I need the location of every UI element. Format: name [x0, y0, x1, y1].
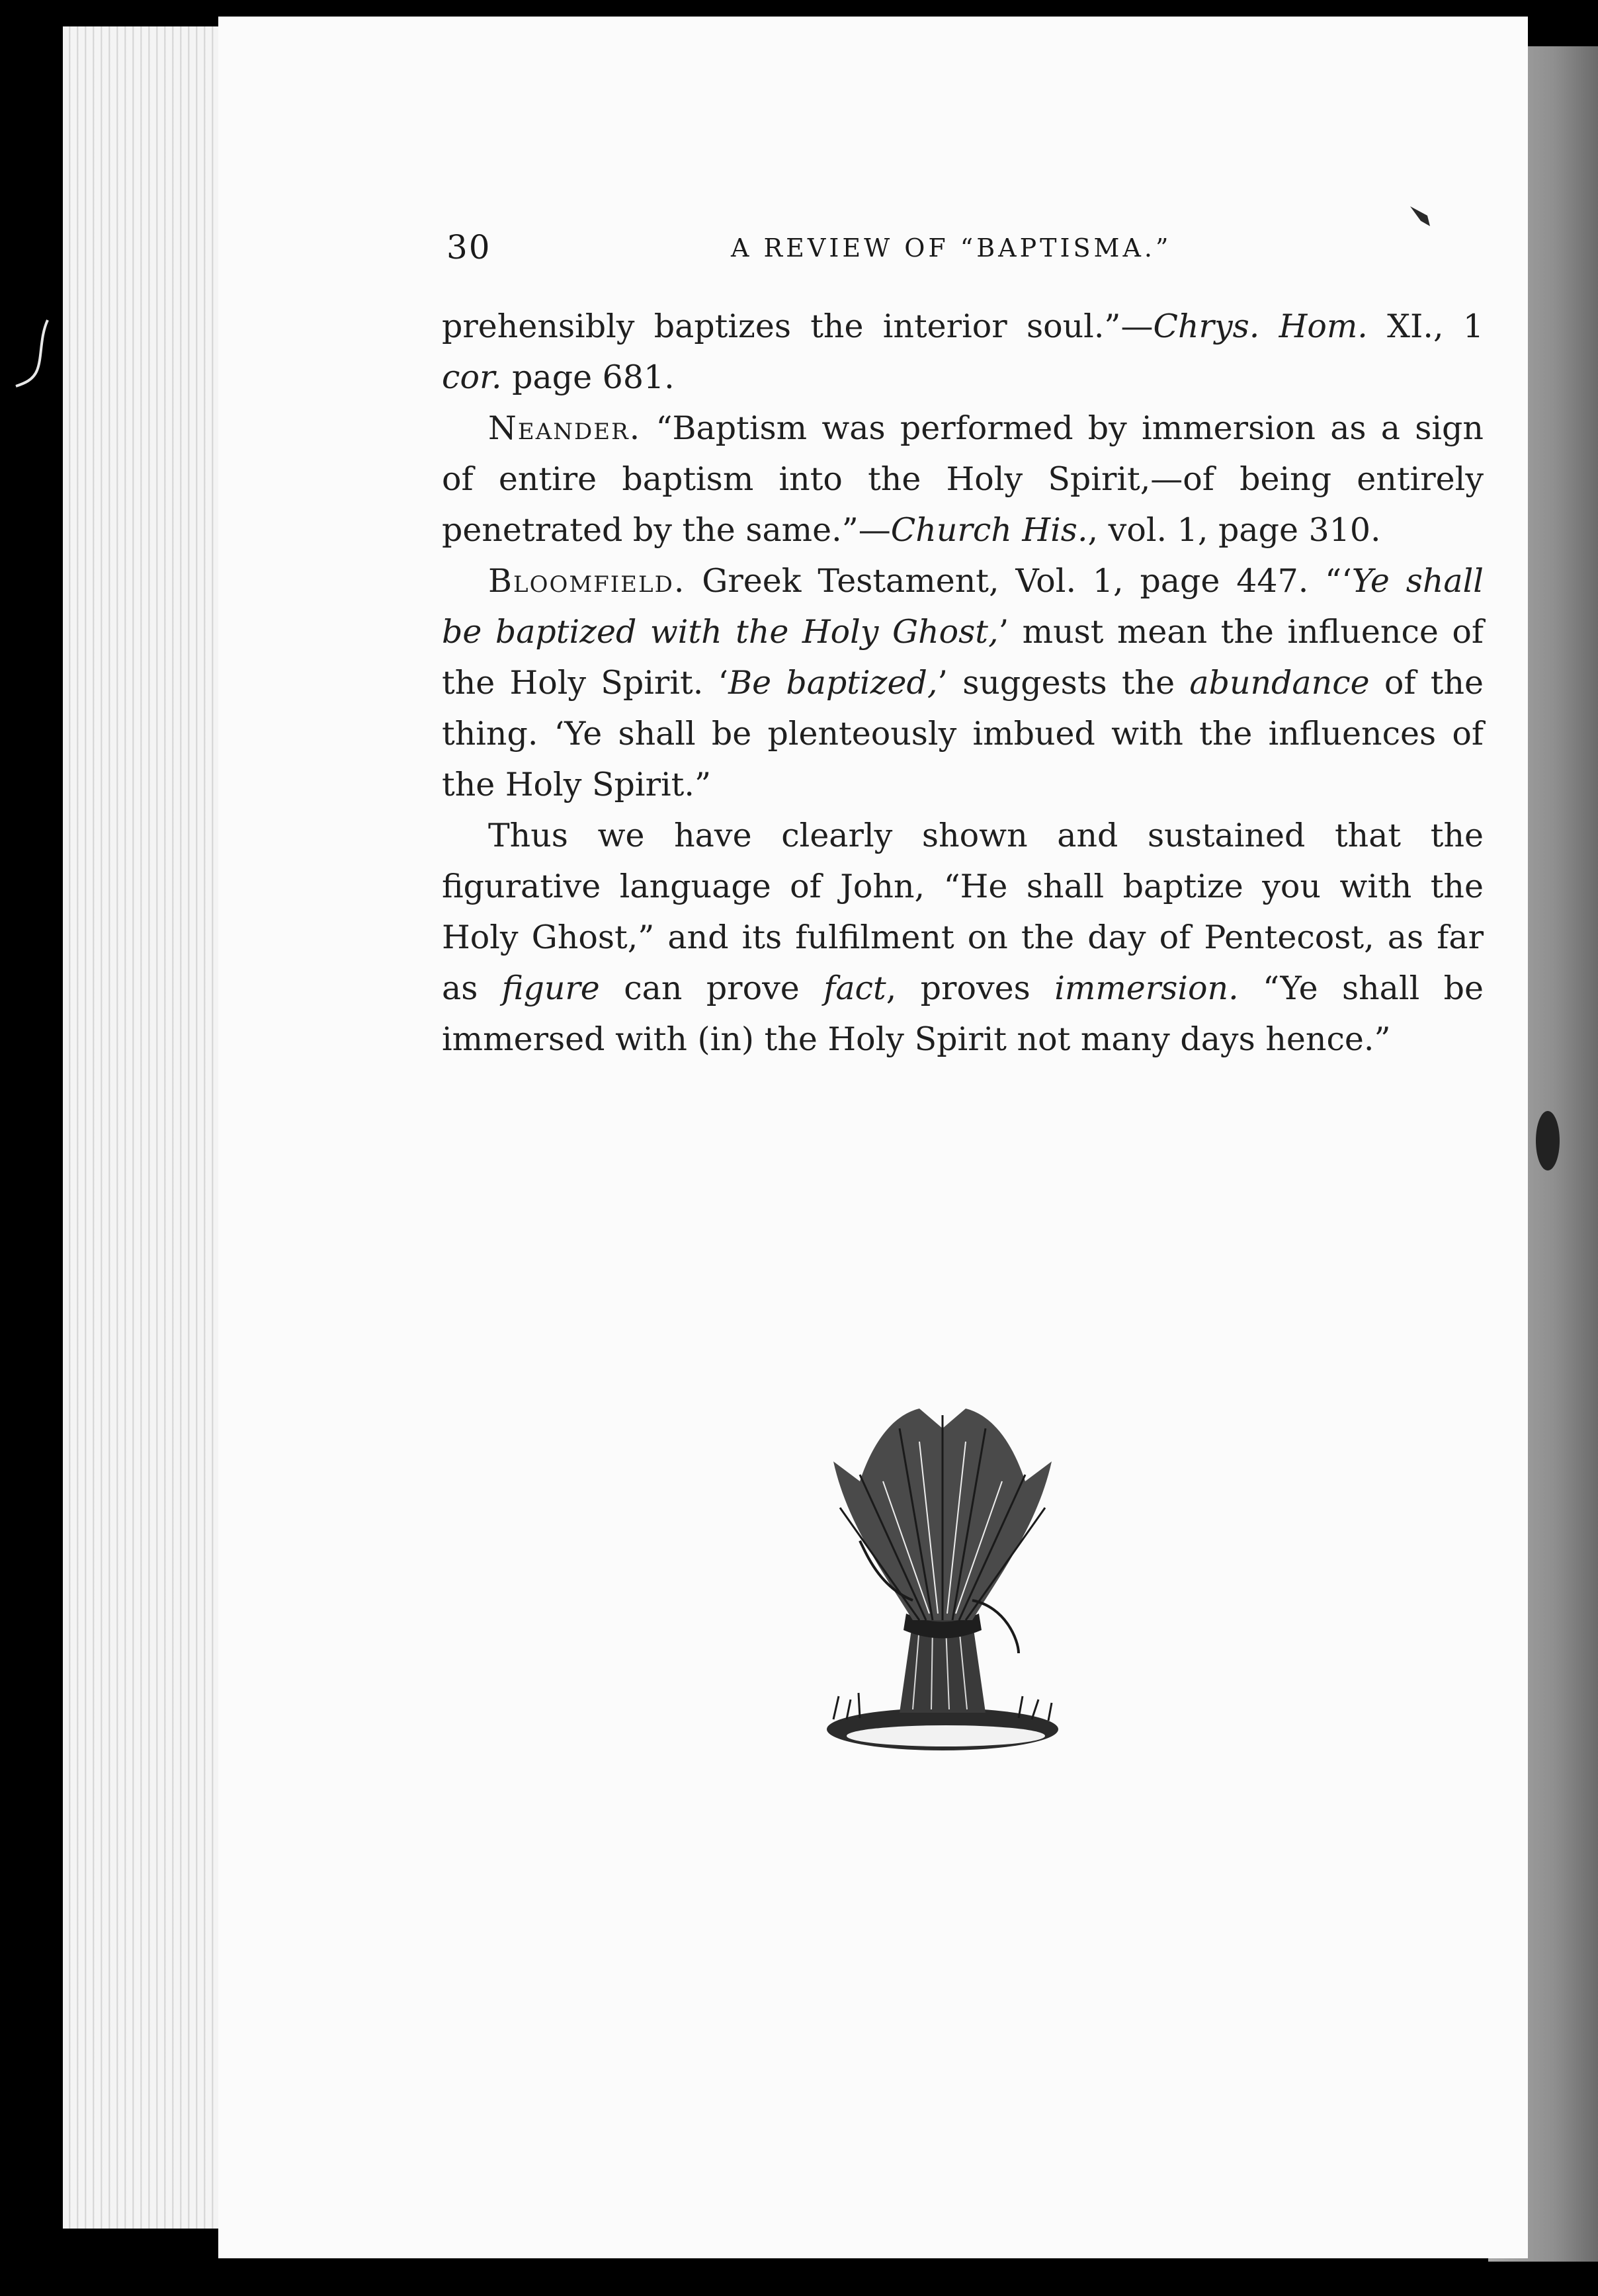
text-span: Greek Testament, Vol. 1, page 447. “‘	[685, 562, 1352, 600]
text-span: page 681.	[501, 358, 675, 396]
text-span: Chrys. Hom.	[1153, 308, 1368, 345]
text-span: figure	[501, 969, 600, 1007]
corner-mark-icon	[1408, 204, 1434, 230]
text-span: immersion.	[1054, 969, 1239, 1007]
running-head	[446, 228, 1488, 274]
text-span: XI., 1	[1367, 308, 1484, 345]
ink-blot	[1536, 1111, 1560, 1170]
text-span: “Baptism was performed by immersion as a sign of entire baptism into the Holy Spirit,—of being entirely penetrated by the same.”—	[442, 409, 1484, 549]
text-span: Church His.	[890, 511, 1088, 549]
text-span: fact	[823, 969, 886, 1007]
text-span: Bloomfield.	[488, 562, 686, 600]
wheat-sheaf-icon	[820, 1402, 1065, 1759]
text-span: prehensibly baptizes the interior soul.”—	[442, 308, 1154, 345]
paragraph	[442, 403, 1484, 555]
page-number: 30	[446, 228, 491, 266]
text-span: Thus we have clearly shown and sustained that the figurative language of John, “He shall baptize you with the Holy Ghost,” and its fulfilment on the day of Pentecost, as far as	[442, 817, 1484, 1007]
text-span: abundance	[1189, 664, 1370, 702]
text-span: ’ suggests the	[937, 664, 1190, 702]
text-span: of the thing. ‘Ye shall be plenteously imbued with the influences of the Holy Spirit.”	[442, 664, 1484, 803]
text-span: Neander.	[488, 409, 642, 447]
text-span: , vol. 1, page 310.	[1087, 511, 1381, 549]
running-title: A REVIEW OF “BAPTISMA.”	[731, 233, 1172, 263]
paragraph	[442, 810, 1484, 1065]
text-span: , proves	[886, 969, 1055, 1007]
text-span: cor.	[442, 358, 502, 396]
body-text	[442, 301, 1484, 1065]
text-span: ’ must mean the influence of the Holy Spirit. ‘	[442, 613, 1484, 702]
text-span: can prove	[599, 969, 824, 1007]
paragraph	[442, 555, 1484, 810]
text-span: “Ye shall be immersed with (in) the Holy Spirit not many days hence.”	[442, 969, 1484, 1058]
text-span: Be baptized,	[728, 664, 938, 702]
text-span: Ye shall be baptized with the Holy Ghost,	[442, 562, 1484, 651]
paragraph	[442, 301, 1484, 403]
margin-stroke-icon	[13, 317, 53, 390]
